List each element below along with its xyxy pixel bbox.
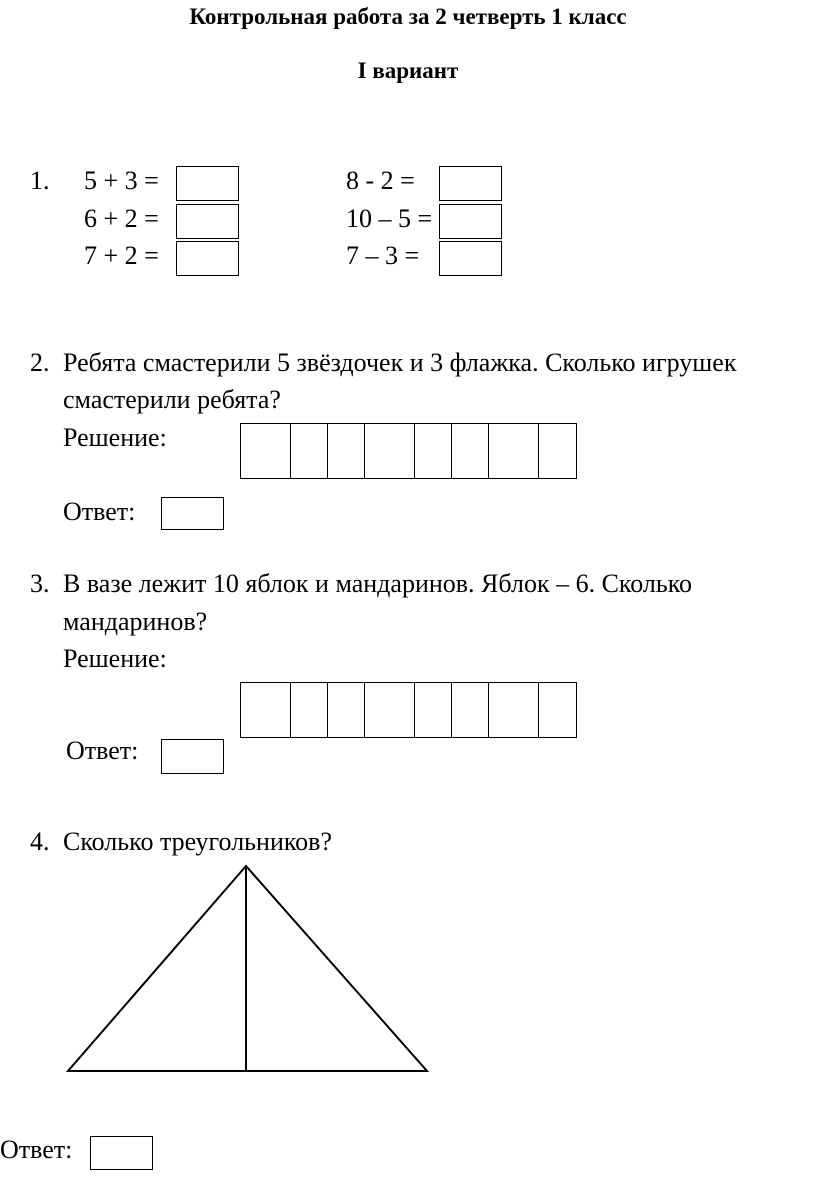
outer-triangle bbox=[68, 866, 427, 1071]
task1-expr-left-3: 7 + 2 = bbox=[84, 241, 159, 270]
task4-question: Сколько треугольников? bbox=[63, 827, 332, 856]
task1-expr-left-2: 6 + 2 = bbox=[84, 204, 159, 233]
task3-solution-label: Решение: bbox=[63, 644, 167, 673]
task3-answer-label: Ответ: bbox=[66, 736, 139, 765]
task1-number: 1. bbox=[30, 166, 50, 195]
task2-number: 2. bbox=[30, 348, 50, 377]
task1-expr-right-3: 7 – 3 = bbox=[346, 241, 420, 270]
task3-question-line1: В вазе лежит 10 яблок и мандаринов. Яблок – 6. Сколько bbox=[63, 569, 693, 598]
task4-answer-box[interactable] bbox=[90, 1136, 153, 1170]
task1-expr-left-1: 5 + 3 = bbox=[84, 166, 159, 195]
task3-number: 3. bbox=[30, 569, 50, 598]
task3-question-line2: мандаринов? bbox=[63, 607, 208, 636]
task4-number: 4. bbox=[30, 827, 50, 856]
task2-answer-label: Ответ: bbox=[63, 497, 136, 526]
task1-expr-right-2: 10 – 5 = bbox=[346, 204, 433, 233]
task4-answer-label: Ответ: bbox=[0, 1135, 73, 1164]
variant-label: I вариант bbox=[357, 58, 459, 83]
task2-solution-label: Решение: bbox=[63, 423, 167, 452]
page-title: Контрольная работа за 2 четверть 1 класс bbox=[189, 4, 627, 29]
task2-question-line1: Ребята смастерили 5 звёздочек и 3 флажка. Сколько игрушек bbox=[63, 348, 737, 377]
task2-question-line2: смастерили ребята? bbox=[63, 385, 281, 414]
task1-expr-right-1: 8 - 2 = bbox=[346, 166, 415, 195]
